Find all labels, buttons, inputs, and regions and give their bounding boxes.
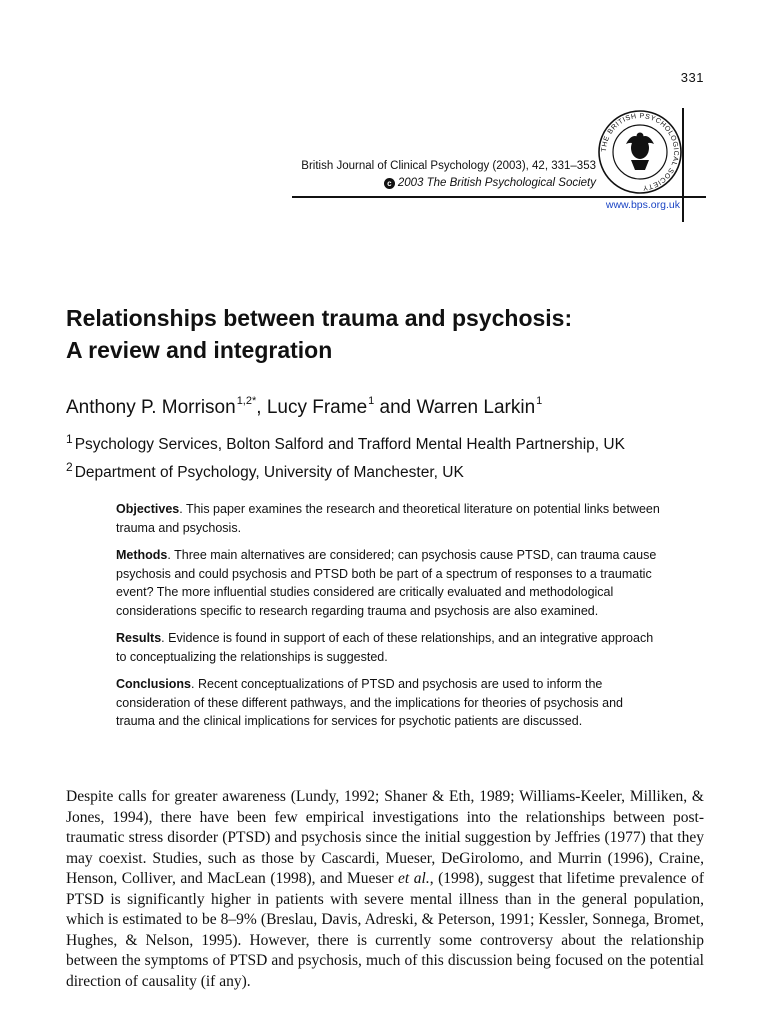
abstract-text: . This paper examines the research and theoretical literature on potential links between trauma and psychosis. <box>116 502 660 535</box>
author-list <box>66 395 542 419</box>
abstract-section-objectives <box>116 500 660 537</box>
abstract-section-results <box>116 629 660 666</box>
author-affiliation-marker: 1 <box>368 395 375 407</box>
abstract-label: Conclusions <box>116 677 192 691</box>
journal-citation-block <box>301 158 596 192</box>
affiliation-text: Department of Psychology, University of Manchester, UK <box>74 464 464 481</box>
author-separator: and <box>374 397 417 418</box>
body-text-italic: et al. <box>398 870 430 887</box>
author-affiliation-marker: 1 <box>536 395 543 407</box>
affiliation-number: 2 <box>66 460 73 474</box>
header-horizontal-rule <box>292 196 706 198</box>
abstract-label: Methods <box>116 548 168 562</box>
affiliation-item <box>66 456 625 484</box>
author-separator: , <box>256 397 267 418</box>
body-text-part-1: Despite calls for greater awareness (Lundy, 1992; Shaner & Eth, 1989; Williams-Keeler, Milliken, & Jones, 1994), there have been few empirical investigations into the relationships between post-traumatic stress disorder (PTSD) and psychosis since the initial suggestion by Jeffries (1977) that they may coexist. Studies, such as those by Cascardi, Mueser, DeGirolomo, and Murrin (1996), Craine, Henson, Colliver, and MacLean (1998), and Mueser <box>66 788 704 887</box>
page-number: 331 <box>680 70 704 85</box>
author-affiliation-marker: 1,2* <box>236 395 257 407</box>
copyright-text: 2003 The British Psychological Society <box>397 177 596 189</box>
author-name: Anthony P. Morrison <box>66 397 236 418</box>
header-vertical-rule <box>682 108 684 222</box>
abstract-text: . Recent conceptualizations of PTSD and psychosis are used to inform the consideration of these different pathways, and the implications for theories of psychosis and trauma and the clinical implications for services for psychotic patients are discussed. <box>116 677 624 728</box>
affiliation-item <box>66 428 625 456</box>
abstract-label: Objectives <box>116 502 180 516</box>
title-line-1: Relationships between trauma and psychosis: <box>66 305 573 331</box>
abstract-text: . Three main alternatives are considered; can psychosis cause PTSD, can trauma cause psychosis and could psychosis and PTSD both be part of a spectrum of responses to a traumatic event? The more influential studies considered are critically evaluated and methodological considerations specific to research regarding trauma and psychosis are also examined. <box>116 548 657 618</box>
affiliation-text: Psychology Services, Bolton Salford and Trafford Mental Health Partnership, UK <box>74 436 625 453</box>
abstract-text: . Evidence is found in support of each of these relationships, and an integrative approach to conceptualizing the relationships is suggested. <box>116 631 654 664</box>
abstract-section-methods <box>116 546 660 620</box>
abstract-label: Results <box>116 631 162 645</box>
abstract-section-conclusions <box>116 675 660 731</box>
title-line-2: A review and integration <box>66 337 333 363</box>
copyright-line <box>301 175 596 192</box>
seal-lettering: THE BRITISH PSYCHOLOGICAL SOCIETY <box>600 112 680 191</box>
body-text-part-2: , (1998), suggest that lifetime prevalence of PTSD is significantly higher in patients with severe mental illness than in the general population, which is estimated to be 8–9% (Breslau, Davis, Adreski, & Peterson, 1991; Kessler, Sonnega, Bromet, Hughes, & Nelson, 1995). However, there is currently some controversy about the relationship between the symptoms of PTSD and psychosis, much of this discussion being focused on the potential direction of causality (if any). <box>66 870 705 990</box>
abstract <box>116 500 660 740</box>
society-url-link[interactable]: www.bps.org.uk <box>605 199 680 211</box>
affiliation-number: 1 <box>66 432 73 446</box>
affiliation-list <box>66 428 625 484</box>
body-paragraph <box>66 787 704 992</box>
society-seal-icon <box>596 108 684 196</box>
author-name: Warren Larkin <box>416 397 536 418</box>
author-name: Lucy Frame <box>266 397 368 418</box>
journal-citation: British Journal of Clinical Psychology (2003), 42, 331–353 <box>301 160 596 172</box>
copyright-icon: c <box>384 178 395 189</box>
paper-title <box>66 302 706 366</box>
